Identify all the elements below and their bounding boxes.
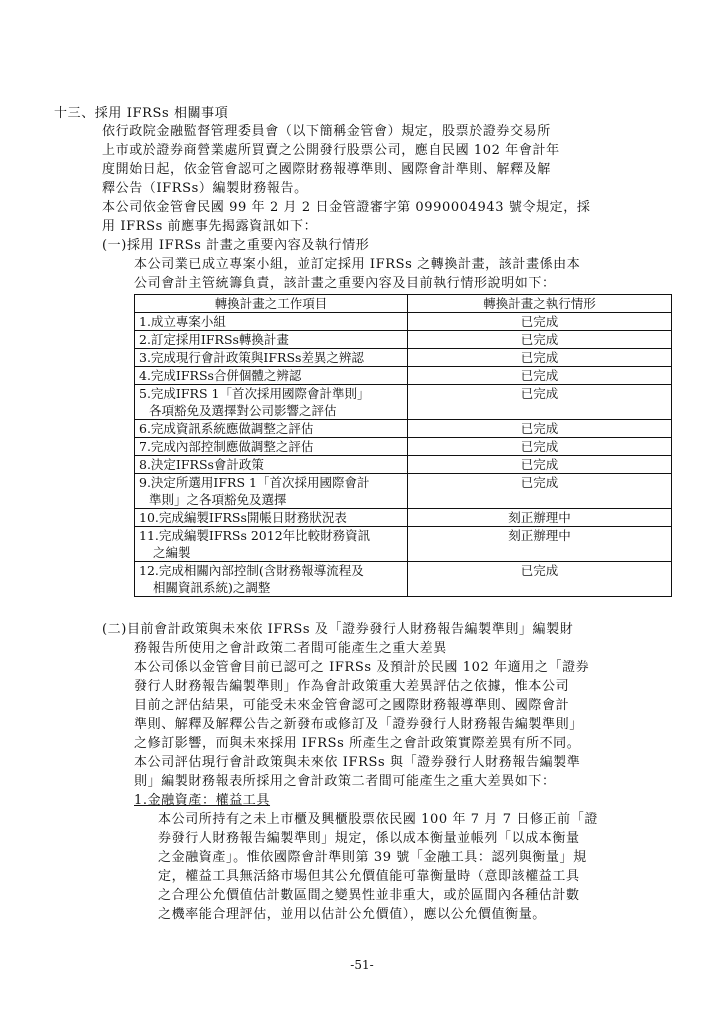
part2-body-line: 目前之評估結果，可能受未來金管會認可之國際財務報導準則、國際會計: [134, 698, 570, 713]
table-cell-item: [135, 509, 408, 527]
conversion-plan-table: [134, 294, 672, 597]
table-row: [135, 313, 672, 331]
table-cell-item: [135, 313, 408, 331]
part2-body-line: 則」編製財務報表所採用之會計政策二者間可能產生之重大差異如下：: [134, 774, 556, 789]
table-cell-status: 已完成: [408, 474, 672, 509]
table-row: [135, 509, 672, 527]
table-cell-status: 刻正辦理中: [408, 509, 672, 527]
table-cell-status: 已完成: [408, 385, 672, 420]
section-intro-line: 用 IFRSs 前應事先揭露資訊如下：: [102, 219, 318, 234]
table-cell-status: 已完成: [408, 367, 672, 385]
section-intro-line: 上市或於證券商營業處所買賣之公開發行股票公司，應自民國 102 年會計年: [102, 143, 560, 158]
item-text: 5.完成IFRS 1「首次採用國際會計準則」: [139, 386, 370, 401]
item-text: 11.完成編製IFRSs 2012年比較財務資訊: [139, 528, 371, 543]
table-cell-item: [135, 385, 408, 420]
table-row: [135, 420, 672, 438]
item-text: 12.完成相關內部控制(含財務報導流程及: [139, 563, 364, 578]
item-text: 7.完成內部控制應做調整之評估: [139, 439, 314, 454]
table-cell-item: [135, 331, 408, 349]
table-cell-status: 已完成: [408, 420, 672, 438]
table-cell-status: 刻正辦理中: [408, 527, 672, 562]
section-intro-line: 度開始日起，依金管會認可之國際財務報導準則、國際會計準則、解釋及解: [102, 162, 551, 177]
item1-body-line: 券發行人財務報告編製準則」規定，係以成本衡量並帳列「以成本衡量: [158, 831, 580, 846]
item-text: 4.完成IFRSs合併個體之辨認: [139, 368, 302, 383]
item-text-continued: 各項豁免及選擇對公司影響之評估: [149, 403, 337, 418]
section-intro-line: 釋公告（IFRSs）編製財務報告。: [102, 181, 308, 196]
part1-intro-line: 本公司業已成立專案小組，並訂定採用 IFRSs 之轉換計畫，該計畫係由本: [134, 257, 581, 272]
table-cell-status: 已完成: [408, 313, 672, 331]
part2-body-line: 發行人財務報告編製準則」作為會計政策重大差異評估之依據，惟本公司: [134, 679, 570, 694]
table-cell-item: [135, 474, 408, 509]
table-row: [135, 474, 672, 509]
page-number: -51-: [350, 958, 374, 972]
table-cell-item: [135, 438, 408, 456]
table-row: [135, 385, 672, 420]
item1-body-line: 之機率能合理評估，並用以估計公允價值），應以公允價值衡量。: [158, 907, 546, 922]
table-row: [135, 456, 672, 474]
item-text: 2.訂定採用IFRSs轉換計畫: [139, 332, 289, 347]
header-status: 轉換計畫之執行情形: [408, 295, 672, 313]
item-text-continued: 之編製: [153, 545, 191, 560]
part1-heading: (一)採用 IFRSs 計畫之重要內容及執行情形: [102, 238, 370, 253]
table-row: [135, 367, 672, 385]
table-cell-status: 已完成: [408, 456, 672, 474]
table-cell-item: [135, 349, 408, 367]
item1-body-line: 之金融資產」。惟依國際會計準則第 39 號「金融工具：認列與衡量」規: [158, 850, 587, 865]
item-text: 10.完成編製IFRSs開帳日財務狀況表: [139, 510, 347, 525]
table-header-row: [135, 295, 672, 313]
item1-heading: 1.金融資產：權益工具: [134, 793, 271, 808]
table-cell-status: 已完成: [408, 331, 672, 349]
item1-body-line: 之合理公允價值估計數區間之變異性並非重大，或於區間內各種估計數: [158, 888, 580, 903]
table-cell-item: [135, 456, 408, 474]
part2-body-line: 本公司評估現行會計政策與未來依 IFRSs 與「證券發行人財務報告編製準: [134, 755, 581, 770]
table-cell-status: 已完成: [408, 349, 672, 367]
table-cell-status: 已完成: [408, 438, 672, 456]
item-text: 8.決定IFRSs會計政策: [139, 457, 264, 472]
section-intro-line: 依行政院金融監督管理委員會（以下簡稱金管會）規定，股票於證券交易所: [102, 124, 551, 139]
item-text: 9.決定所選用IFRS 1「首次採用國際會計: [139, 475, 370, 490]
table-cell-status: 已完成: [408, 562, 672, 597]
item-text: 1.成立專案小組: [139, 314, 226, 329]
item1-body-line: 本公司所持有之未上市櫃及興櫃股票依民國 100 年 7 月 7 日修正前「證: [158, 812, 598, 827]
part2-body-line: 本公司係以金管會目前已認可之 IFRSs 及預計於民國 102 年適用之「證券: [134, 660, 590, 675]
item-text: 6.完成資訊系統應做調整之評估: [139, 421, 314, 436]
table-row: [135, 562, 672, 597]
table-cell-item: [135, 527, 408, 562]
table-row: [135, 331, 672, 349]
part2-body-line: 之修訂影響，而與未來採用 IFRSs 所產生之會計政策實際差異有所不同。: [134, 736, 581, 751]
table-row: [135, 438, 672, 456]
table-row: [135, 527, 672, 562]
item-text-continued: 準則」之各項豁免及選擇: [149, 492, 287, 507]
part1-intro-line: 公司會計主管統籌負責，該計畫之重要內容及目前執行情形說明如下：: [134, 276, 556, 291]
table-cell-item: [135, 420, 408, 438]
table-cell-item: [135, 367, 408, 385]
item-text: 3.完成現行會計政策與IFRSs差異之辨認: [139, 350, 364, 365]
table-cell-item: [135, 562, 408, 597]
part2-heading: (二)目前會計政策與未來依 IFRSs 及「證券發行人財務報告編製準則」編製財: [102, 622, 574, 637]
section-intro-line: 本公司依金管會民國 99 年 2 月 2 日金管證審字第 0990004943 號令規定，採: [102, 200, 591, 215]
table-row: [135, 349, 672, 367]
part2-body-line: 準則、解釋及解釋公告之新發布或修訂及「證券發行人財務報告編製準則」: [134, 717, 583, 732]
item1-body-line: 定，權益工具無活絡市場但其公允價值能可靠衡量時（意即該權益工具: [158, 869, 580, 884]
header-work-item: 轉換計畫之工作項目: [135, 295, 408, 313]
item-text-continued: 相關資訊系統)之調整: [153, 580, 271, 595]
part2-heading-continued: 務報告所使用之會計政策二者間可能產生之重大差異: [134, 641, 447, 656]
section-heading: 十三、採用 IFRSs 相關事項: [54, 106, 229, 121]
